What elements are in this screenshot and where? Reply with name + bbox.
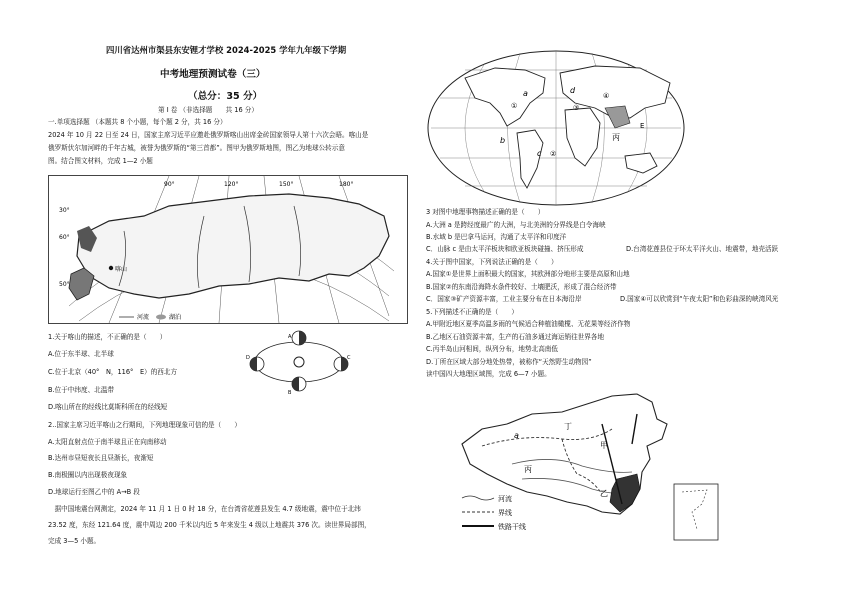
china-map	[452, 384, 732, 542]
q5-option-a[interactable]: A.甲附近地区夏季高温多雨的气候适合种植油橄榄、无花果等经济作物	[426, 320, 631, 328]
q3-option-d[interactable]: D.台湾花莲县位于环太平洋火山、地震带，地壳活跃	[626, 245, 779, 253]
q5-after: 读中国四大地理区域图，完成 6—7 小题。	[426, 370, 551, 378]
china-legend-railway: 铁路干线	[498, 523, 526, 531]
q5-option-d[interactable]: D.丁所在区域大部分地处热带，被称作“天然野生动物园”	[426, 358, 592, 366]
world-label-2: ②	[550, 150, 557, 158]
lat-label-50: 50°	[59, 281, 70, 288]
intro3-line-2: 23.52 度，东经 121.64 度，震中周边 200 千米以内近 5 年来发生 4 级以上地震共 376 次。读世界局部图，	[48, 521, 371, 529]
lon-label-30: 30°	[59, 207, 70, 214]
world-label-e: E	[640, 122, 645, 130]
lat-label-60: 60°	[59, 234, 70, 241]
q4-option-a[interactable]: A.国家①是世界上面积最大的国家，其欧洲部分地形主要是高原和山地	[426, 270, 630, 278]
kazan-label: 喀山	[115, 266, 128, 273]
orbit-label-d: D	[246, 355, 250, 361]
intro3-line-3: 完成 3—5 小题。	[48, 537, 101, 545]
q3-option-b[interactable]: B.水域 b 是巴拿马运河，沟通了太平洋和印度洋	[426, 233, 567, 241]
intro3-line-1: 据中国地震台网测定，2024 年 11 月 1 日 0 时 18 分，在台湾省花莲县发生 4.7 级地震，震中位于北纬	[48, 505, 361, 513]
q2-option-d[interactable]: D.地球运行至图乙中的 A→B 段	[48, 488, 140, 496]
legend-lake: 湖泊	[169, 314, 182, 321]
russia-map-figure	[48, 175, 408, 324]
world-label-bing: 丙	[612, 133, 620, 142]
q5-option-c[interactable]: C.丙半岛山河相间，纵列分布，地势北高南低	[426, 345, 558, 353]
world-label-b: b	[500, 136, 506, 145]
section-heading: 一.单项选择题 （本题共 8 个小题，每个题 2 分，共 16 分）	[48, 118, 227, 126]
q1-stem: 1.关于喀山的描述，不正确的是（ ）	[48, 333, 167, 341]
world-map	[425, 48, 687, 208]
china-legend-boundary: 界线	[498, 509, 512, 517]
world-label-d: d	[570, 86, 576, 95]
world-label-4: ④	[603, 92, 610, 100]
china-label-jia: 甲	[600, 441, 608, 450]
q4-option-b[interactable]: B.国家②的东南沿海降水条件较好、土壤肥沃，形成了混合经济带	[426, 283, 617, 291]
q5-option-b[interactable]: B.乙地区石油资源丰富，生产的石油多通过海运销往世界各地	[426, 333, 605, 341]
intro-line-1: 2024 年 10 月 22 日至 24 日，国家主席习近平应邀赴俄罗斯喀山出席金砖国家领导人第十六次会晤。喀山是	[48, 131, 369, 139]
kazan-marker	[109, 266, 113, 270]
lon-label-150: 150°	[279, 181, 294, 188]
q2-option-a[interactable]: A.太阳直射点位于南半球且正在向南移动	[48, 438, 167, 446]
total-score: （总分：35 分）	[188, 91, 263, 102]
world-label-c: c	[537, 149, 542, 158]
q2-stem: 2..国家主席习近平喀山之行期间，下列地理现象可信的是（ ）	[48, 421, 242, 429]
earth-c	[334, 357, 348, 371]
orbit-label-a: A	[288, 334, 292, 340]
russia-map	[49, 176, 407, 323]
q4-option-c[interactable]: C．国家③矿产资源丰富，工业主要分布在日本海沿岸	[426, 295, 582, 303]
q3-option-a[interactable]: A.大洲 a 是跨经度最广的大洲，与北美洲的分界线是白令海峡	[426, 221, 606, 229]
q1-option-b[interactable]: B.位于中纬度、北温带	[48, 386, 114, 394]
orbit-label-c: C	[347, 355, 351, 361]
q2-option-b2[interactable]: B.南极圈以内出现极夜现象	[48, 471, 128, 479]
q3-stem: 3 对图中地理事物描述正确的是（ ）	[426, 208, 545, 216]
q1-option-d[interactable]: D.喀山所在的经线比莫斯科所在的经线短	[48, 403, 168, 411]
intro-line-3: 图。结合图文材料，完成 1—2 小题	[48, 157, 153, 165]
lon-label-180: 180°	[339, 181, 354, 188]
lon-label-120: 120°	[224, 181, 239, 188]
china-legend-river: 河流	[498, 495, 512, 503]
school-line: 四川省达州市渠县东安锂才学校 2024-2025 学年九年级下学期	[106, 45, 347, 55]
china-label-bing: 丙	[524, 465, 532, 474]
world-label-1: ①	[511, 102, 518, 110]
orbit-label-b: B	[288, 390, 292, 396]
orbit-diagram	[244, 326, 354, 398]
earth-a	[292, 331, 306, 345]
china-label-ding: 丁	[564, 422, 572, 431]
q4-stem: 4.关于图中国家，下列说法正确的是（ ）	[426, 258, 558, 266]
earth-b	[292, 377, 306, 391]
world-label-3: ③	[573, 104, 580, 112]
q2-option-b[interactable]: B.达州市昼短夜长且昼渐长，夜渐短	[48, 454, 154, 462]
volume-title: 第 I 卷 （非选择题 共 16 分）	[158, 106, 258, 114]
q1-option-c[interactable]: C.位于北京（40° N，116° E）的西北方	[48, 368, 178, 376]
q3-option-c[interactable]: C．山脉 c 是由太平洋板块和欧亚板块碰撞、挤压形成	[426, 245, 584, 253]
q5-stem: 5.下列描述不正确的是（ ）	[426, 308, 519, 316]
intro-line-2: 俄罗斯伏尔加河畔的千年古城，被誉为俄罗斯的“第三首都”。图甲为俄罗斯地图，图乙为地球公转示意	[48, 144, 345, 152]
south-sea-inset	[674, 484, 718, 540]
lon-label-90: 90°	[164, 181, 175, 188]
china-label-yi: 乙	[600, 489, 608, 498]
legend-river: 河流	[137, 314, 150, 321]
q1-option-a[interactable]: A.位于东半球、北半球	[48, 350, 114, 358]
china-label-a: a	[514, 431, 519, 440]
world-label-a: a	[523, 89, 528, 98]
exam-title: 中考地理预测试卷（三）	[160, 69, 266, 80]
earth-d	[250, 357, 264, 371]
q4-option-d[interactable]: D.国家④可以欣赏到“午夜太阳”和色彩曲深的峡湾风光	[620, 295, 779, 303]
